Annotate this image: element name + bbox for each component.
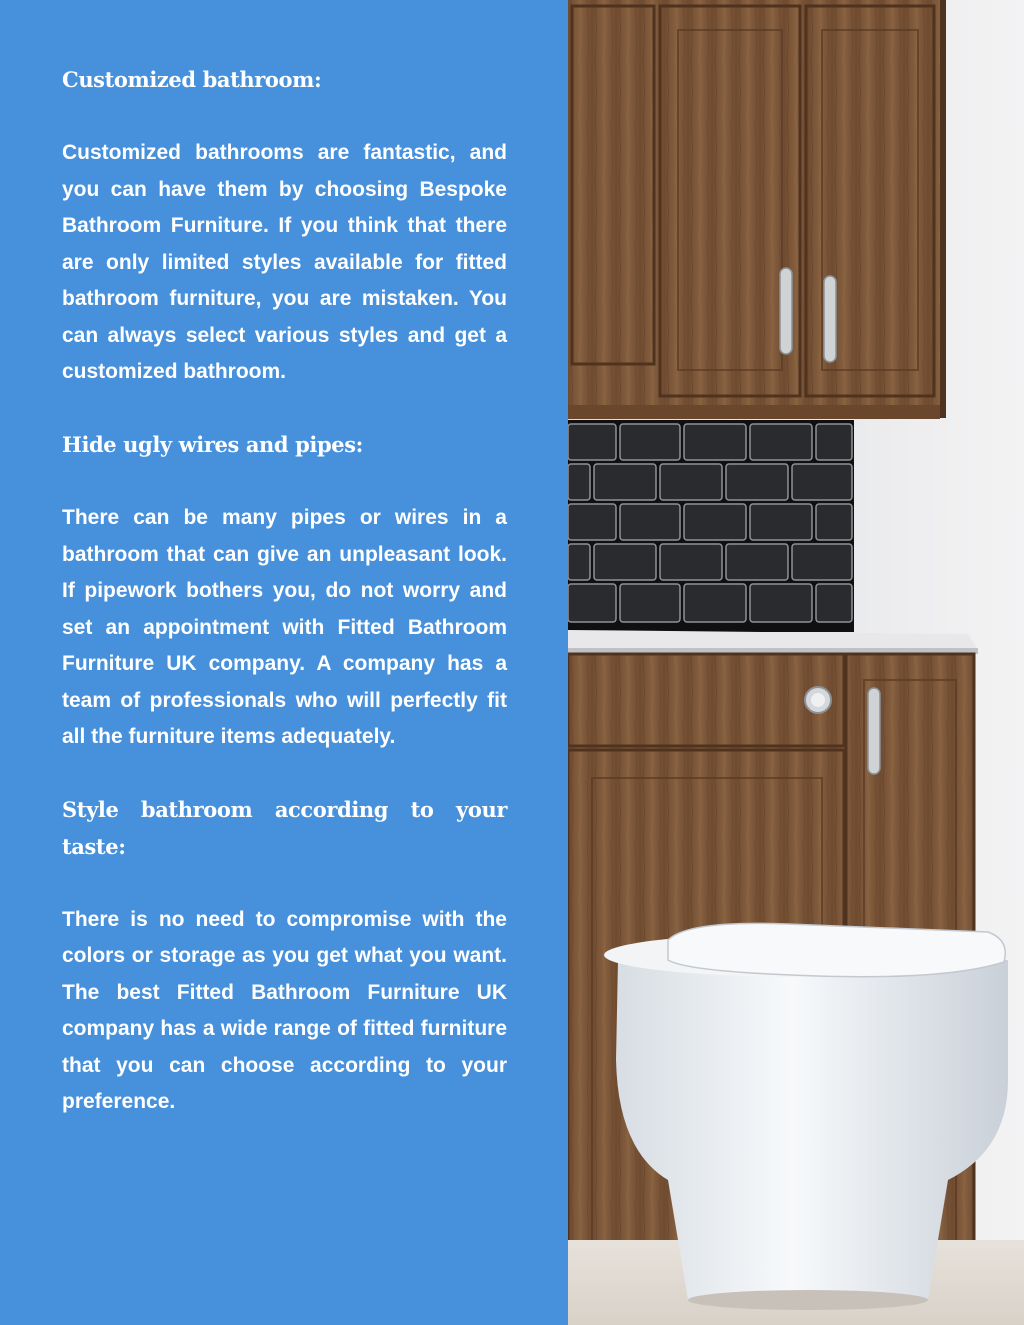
section-body-customized: Customized bathrooms are fantastic, and you can have them by choosing Bespoke Bathroom Furniture. If you think that there are only limited styles available for fitted bathroom furniture, you are mistaken. You can always select various styles and get a customized bathroom. xyxy=(62,141,507,383)
section-body-wires: There can be many pipes or wires in a bathroom that can give an unpleasant look. If pipework bothers you, do not worry and set an appointment with Fitted Bathroom Furniture UK company. A company has a team of professionals who will perfectly fit all the furniture items adequately. xyxy=(62,506,507,748)
bathroom-photo xyxy=(568,0,1024,1325)
section-heading-wires: Hide ugly wires and pipes: xyxy=(62,432,363,457)
section-heading-style: Style bathroom according to your taste: xyxy=(62,797,507,859)
section-heading-customized: Customized bathroom: xyxy=(62,67,322,92)
article-content xyxy=(62,62,507,1121)
upper-cabinet xyxy=(568,0,946,419)
section-body-style: There is no need to compromise with the colors or storage as you get what you want. The best Fitted Bathroom Furniture UK company has a wide range of fitted furniture that you can choose according to your preference. xyxy=(62,907,507,1113)
tile-splashback xyxy=(568,420,854,632)
